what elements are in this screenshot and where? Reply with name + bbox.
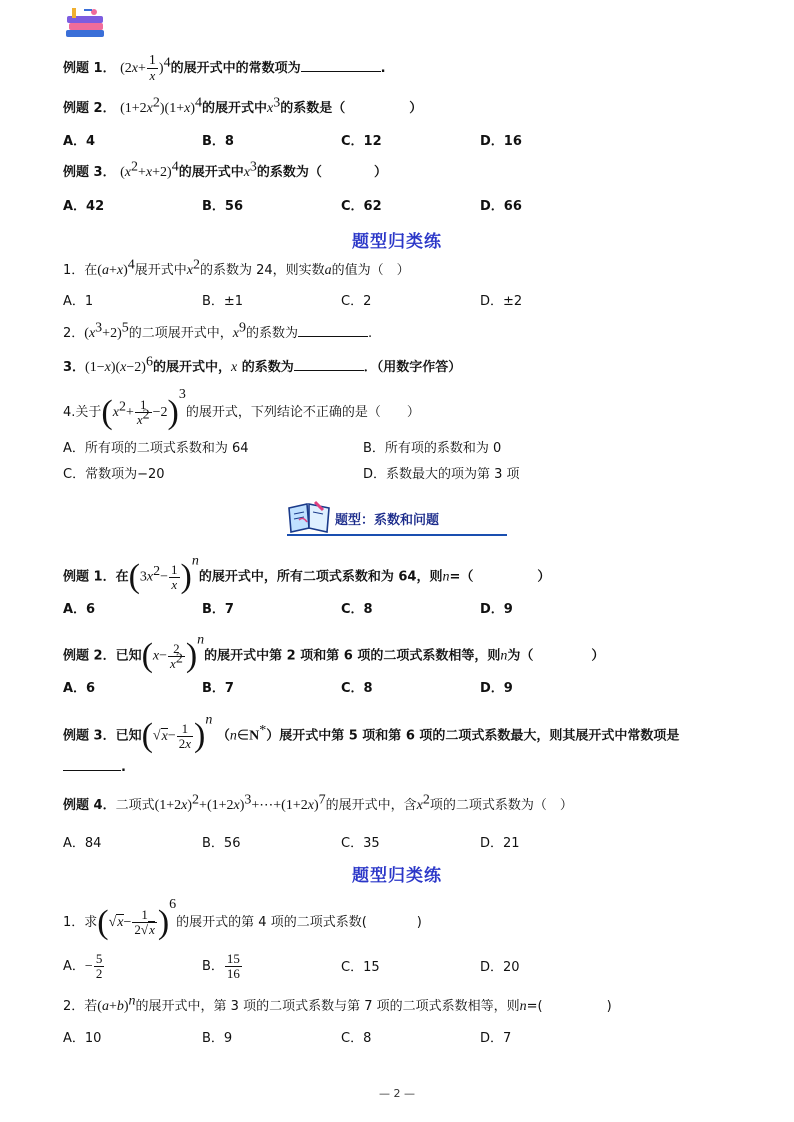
option-c[interactable]: C．12	[341, 134, 382, 149]
option-b[interactable]: B．±1	[202, 294, 244, 309]
option-c[interactable]: C．常数项为−20	[63, 467, 165, 482]
option-d[interactable]: D．16	[480, 134, 522, 149]
option-a[interactable]: A．1	[63, 294, 94, 309]
option-c[interactable]: C．35	[341, 836, 380, 851]
books-stack-icon	[64, 6, 108, 40]
option-c[interactable]: C．2	[341, 294, 372, 309]
book-pencil-icon	[285, 500, 333, 538]
option-a[interactable]: A．6	[63, 602, 96, 617]
option-a[interactable]: A．4	[63, 134, 96, 149]
option-b[interactable]: B．56	[202, 199, 243, 214]
example-2: 例题 2． $(1+2x^2)(1+x)^4$的展开式中$x^3$的系数是（ ）	[63, 95, 423, 116]
option-a[interactable]: A．84	[63, 836, 102, 851]
page-number: — 2 —	[379, 1087, 415, 1100]
example-b4: 例题 4．二项式$(1+2x)^2+(1+2x)^3+\cdots+(1+2x)^7$的展开式中，含$x^2$项的二项式系数为（ ）	[63, 792, 573, 813]
example-b1: 例题 1．在($3x^2-$ $\frac{1}{x}$ )$^n$的展开式中，所有二项式系数和为 64，则n=（ ）	[63, 553, 551, 595]
example-1: 例题 1． (2x+ $\frac{1}{x}$ )$^4$的展开式中的常数项为 .	[63, 53, 386, 83]
option-c[interactable]: C．8	[341, 681, 373, 696]
question-1: 1．求(√x− $\frac{1}{2√x}$ )$^6$的展开式的第 4 项的二项式系数( )	[63, 897, 422, 941]
option-a[interactable]: A．10	[63, 1031, 102, 1046]
answer-blank[interactable]: .	[63, 758, 126, 777]
option-d[interactable]: D．20	[480, 960, 520, 975]
option-d[interactable]: D．7	[480, 1031, 512, 1046]
section-underline	[287, 534, 507, 536]
option-a[interactable]: A．42	[63, 199, 105, 214]
option-d[interactable]: D．±2	[480, 294, 523, 309]
section-title	[285, 500, 507, 540]
option-b[interactable]: B．8	[202, 134, 234, 149]
example-3: 例题 3． $(x^2+x+2)^4$的展开式中$x^3$的系数为（ ）	[63, 159, 387, 180]
option-b[interactable]: B．56	[202, 836, 241, 851]
example-b2: 例题 2．已知(x− $\frac{2}{x^2}$ )$^n$的展开式中第 2 项和第 6 项的二项式系数相等，则n为（ ）	[63, 632, 605, 674]
question-2: 2．若$(a+b)^n$的展开式中，第 3 项的二项式系数与第 7 项的二项式系数相等，则n=( )	[63, 993, 612, 1014]
option-a[interactable]: A．6	[63, 681, 96, 696]
problem-1: 1．在$(a+x)^4$展开式中$x^2$的系数为 24，则实数a的值为（ ）	[63, 257, 410, 278]
option-d[interactable]: D．66	[480, 199, 522, 214]
option-a[interactable]: A．所有项的二项式系数和为 64	[63, 441, 249, 456]
section-title-text: 题型：系数和问题	[335, 513, 440, 528]
option-b[interactable]: B． $\frac{15}{16}$	[202, 951, 240, 981]
problem-4: 4.关于($x^2+$ $\frac{1}{x^2}$ −2)$^3$的展开式，下列结论不正确的是（ ）	[63, 387, 420, 431]
section-heading: 题型归类练	[352, 232, 442, 252]
option-c[interactable]: C．62	[341, 199, 382, 214]
option-d[interactable]: D．系数最大的项为第 3 项	[363, 467, 520, 482]
problem-2: 2．$(x^3+2)^5$的二项展开式中，$x^9$的系数为 .	[63, 320, 373, 341]
option-c[interactable]: C．8	[341, 1031, 372, 1046]
example-b3: 例题 3．已知(√x− $\frac{1}{2x}$ )$^n$ （n∈N*）展开式中第 5 项和第 6 项的二项式系数最大，则其展开式中常数项是	[63, 712, 680, 754]
option-a[interactable]: A．− $\frac{5}{2}$	[63, 951, 103, 981]
section-heading: 题型归类练	[352, 866, 442, 886]
option-b[interactable]: B．所有项的系数和为 0	[363, 441, 502, 456]
problem-3: 3．$(1-x)(x-2)^6$的展开式中，x 的系数为 ．（用数字作答）	[63, 354, 462, 375]
option-d[interactable]: D．21	[480, 836, 520, 851]
option-d[interactable]: D．9	[480, 602, 513, 617]
option-d[interactable]: D．9	[480, 681, 513, 696]
option-c[interactable]: C．8	[341, 602, 373, 617]
option-b[interactable]: B．7	[202, 681, 234, 696]
option-b[interactable]: B．7	[202, 602, 234, 617]
option-b[interactable]: B．9	[202, 1031, 233, 1046]
option-c[interactable]: C．15	[341, 960, 380, 975]
